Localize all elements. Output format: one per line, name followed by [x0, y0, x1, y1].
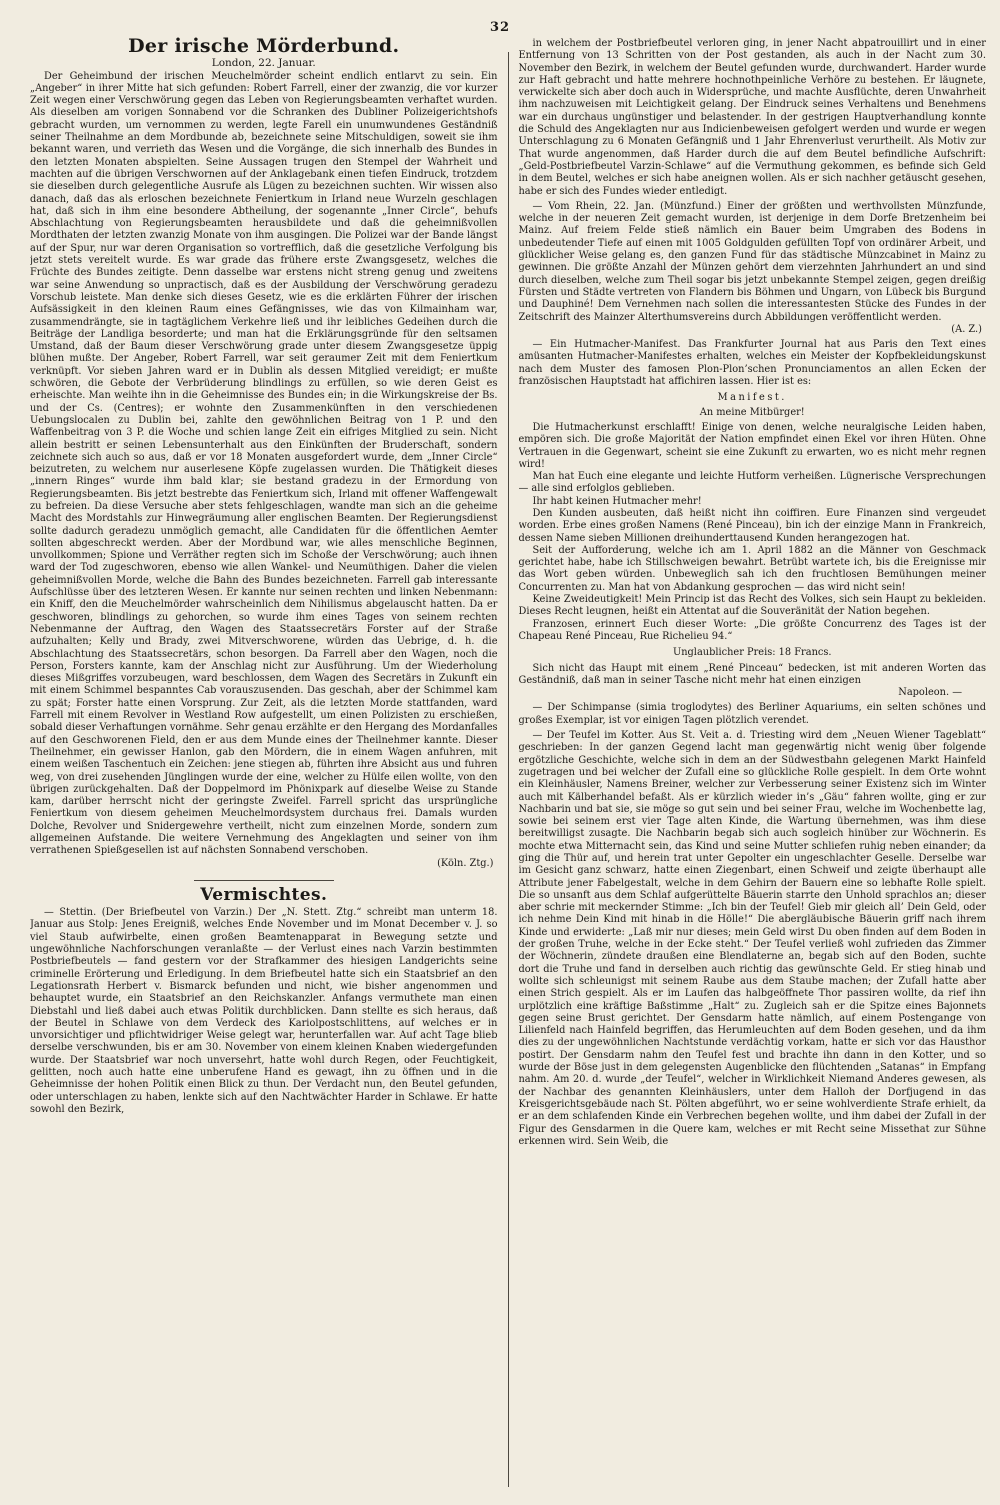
manifest-paragraph: Ihr habt keinen Hutmacher mehr! [532, 495, 702, 507]
manifest-paragraph: Man hat Euch eine elegante und leichte Hutform verheißen. Lügnerische Versprechungen — alle sind erfolglos geblieben. [518, 471, 986, 495]
manifest-closing: Sich nicht das Haupt mit einem „René Pinceau“ bedecken, ist mit anderen Worten das Geständniß, daß man in seiner Tasche nicht mehr hat einen einzigen [518, 662, 986, 686]
news-item-stettin: — Stettin. (Der Briefbeutel von Varzin.) Der „N. Stett. Ztg.“ schreibt man unterm 18. Januar aus Stolp: Jenes Ereigniß, welches Ende November und im Monat December v. J. so viel Staub aufwirbelte, einen großen Beamtenapparat in Bewegung setzte und ungewöhnliche Nachforschungen veranlaßte — der Verlust eines nach Varzin bestimmten Postbriefbeutels — fand gestern vor der Strafkammer des hiesigen Landgerichts seine criminelle Erörterung und Erledigung. In dem Briefbeutel hatte sich ein Staatsbrief an den Legationsrath Herbert v. Bismarck befunden und nicht, wie bisher angenommen und behauptet wurde, ein Staatsbrief an den Reichskanzler. Anfangs vermuthete man einen Diebstahl und ließ dabei auch etwas Politik durchblicken. Dann stellte es sich heraus, daß der Beutel in Schlawe von dem Verdeck des Kariolpostschlittens, auf welches er in unvorsichtiger und pflichtwidriger Weise gelegt war, herunterfallen war. Auf acht Tage blieb derselbe verschwunden, bis er am 30. November von einem kleinen Knaben wiedergefunden wurde. Der Staatsbrief war noch unversehrt, hatte wohl durch Regen, oder Feuchtigkeit, gelitten, noch auch hatte eine unberufene Hand es gewagt, ihn zu öffnen und in die Geheimnisse der hohen Politik einen Blick zu thun. Der Verdacht nun, den Beutel gefunden, oder unterschlagen zu haben, lenkte sich auf den Nachtwächter Harder in Schlawe. Er hatte sowohl den Bezirk, [30, 907, 498, 1115]
manifest-salutation: An meine Mitbürger! [699, 406, 805, 418]
article-headline: Der irische Mörderbund. [128, 35, 400, 57]
manifest-paragraph: Die Hutmacherkunst erschlafft! Einige von denen, welche neuralgische Leiden haben, empören sich. Die große Majorität der Nation empfindet einen Ekel vor ihren Hüten. Ohne Vertrauen in die Gegenwart, scheint sie eine Zukunft zu erwarten, wo es nicht mehr regnen wird! [518, 421, 986, 470]
manifest-paragraph: Franzosen, erinnert Euch dieser Worte: „Die größte Concurrenz des Tages ist der Chapeau René Pinceau, Rue Richelieu 94.“ [518, 618, 986, 642]
section-heading: Vermischtes. [200, 884, 328, 905]
page-number: 32 [489, 20, 511, 35]
column-divider [508, 52, 509, 1487]
section-divider [194, 880, 334, 881]
manifest-paragraph: Keine Zweideutigkeit! Mein Princip ist das Recht des Volkes, sich sein Haupt zu bekleiden. Dieses Recht leugnen, heißt ein Attentat auf die Souveränität der Nation begehen. [518, 594, 986, 618]
news-item-schimpanse: — Der Schimpanse (simia troglodytes) des Berliner Aquariums, ein selten schönes und großes Exemplar, ist vor einigen Tagen plötzlich verendet. [518, 702, 986, 726]
columns [30, 22, 986, 1487]
news-item-muenzfund: — Vom Rhein, 22. Jan. (Münzfund.) Einer der größten und werthvollsten Münzfunde, welche in der neueren Zeit gemacht wurden, ist derjenige in dem Dorfe Bretzenheim bei Mainz. Auf freiem Felde stieß nämlich ein Bauer beim Umgraben des Bodens in unbedeutender Tiefe auf einen mit 1005 Goldgulden gefüllten Topf von ordinärer Arbeit, und glücklicher Weise gelang es, den ganzen Fund für das städtische Münzcabinet in Mainz zu gewinnen. Die größte Anzahl der Münzen gehört dem vierzehnten Jahrhundert an und sind durch dieselben, welche zum Theil sogar bis jetzt unbekannte Stempel zeigen, gegen dreißig Fürsten und Städte vertreten von Flandern bis Böhmen und Ungarn, von Lübeck bis Burgund und Dauphiné! Dem Vernehmen nach sollen die interessantesten Stücke des Fundes in der Zeitschrift des Mainzer Alterthumsvereins durch Abbildungen veröffentlicht werden. [518, 200, 986, 323]
news-item-hutmacher: — Ein Hutmacher-Manifest. Das Frankfurter Journal hat aus Paris den Text eines amüsanten Hutmacher-Manifestes erhalten, welches ein Meister der Kopfbekleidungskunst nach dem Muster des famosen Plon-Plon’schen Pronunciamentos an allen Ecken der französischen Hauptstadt hat affichiren lassen. Hier ist es: [518, 339, 986, 388]
article-dateline: London, 22. Januar. [211, 57, 316, 70]
left-column [30, 22, 498, 1487]
news-item-teufel: — Der Teufel im Kotter. Aus St. Veit a. d. Triesting wird dem „Neuen Wiener Tageblatt“ geschrieben: In der ganzen Gegend lacht man gegenwärtig nicht wenig über folgende ergötzliche Geschichte, welche sich in dem an der Südwestbahn gelegenen Markt Hainfeld zugetragen und bei welcher der Zufall eine so glückliche Rolle gespielt. In dem Orte wohnt ein Kleinhäusler, Namens Breiner, welcher zur Verbesserung seiner Existenz sich im Winter auch mit Kälberhandel befaßt. Als er kürzlich wieder in’s „Gäu“ fahren wollte, ging er zur Nachbarin und bat sie, sie möge so gut sein und bei seiner Frau, welche im Wochenbette lag, sowie bei seinem erst vier Tage alten Kinde, die Wartung übernehmen, was ihm diese bereitwilligst zusagte. Die Nachbarin begab sich auch sogleich hinüber zur Wöchnerin. Es mochte etwa Mitternacht sein, das Kind und seine Mutter schliefen ruhig neben einander; da ging die Thür auf, und herein trat unter Gepolter ein ungeschlachter Geselle. Derselbe war im Gesicht ganz schwarz, hatte einen Ziegenbart, einen Schweif und zeigte überhaupt alle Attribute jener Fabelgestalt, welche in dem Gehirn der Bauern eine so lebhafte Rolle spielt. Die so unsanft aus dem Schlaf aufgerüttelte Bäuerin starrte den Unhold sprachlos an; dieser aber schrie mit meckernder Stimme: „Ich bin der Teufel! Gieb mir gleich all’ Dein Geld, oder ich nehme Dein Kind mit hinab in die Hölle!“ Die abergläubische Bäuerin griff nach ihrem Kinde und erwiderte: „Laß mir nur dieses; mein Geld wirst Du oben finden auf dem Boden in der großen Truhe, welche in der Ecke steht.“ Der Teufel verließ wohl zufrieden das Zimmer der Wöchnerin, zündete draußen eine Blendlaterne an, begab sich auf den Boden, suchte dort die Truhe und fand in derselben auch richtig das gewünschte Geld. Er stieg hinab und wollte sich schleunigst mit seinem Raube aus dem Staube machen; der Zufall hatte aber einen Strich gespielt. Als er im Laufen das halbgeöffnete Thor passiren wollte, da rief ihn urplötzlich eine kräftige Baßstimme „Halt“ zu. Zugleich sah er die Spitze eines Bajonnets gegen seine Brust gerichtet. Der Gensdarm hatte nämlich, auf einem Postengange von Lilienfeld nach Hainfeld begriffen, das Herumleuchten auf dem Boden gesehen, und da ihm dies zu der ungewöhnlichen Nachtstunde verdächtig vorkam, hatte er sich vor das Hausthor postirt. Der Gensdarm nahm den Teufel fest und brachte ihn dann in den Kotter, und so wurde der Böse just in dem gelegensten Augenblicke den flüchtenden „Satanas“ in Empfang nahm. Am 20. d. wurde „der Teufel“, welcher in Wirklichkeit Niemand Anderes gewesen, als der Nachbar des genannten Kleinhäuslers, unter dem Halloh der Dorfjugend in das Kreisgerichtsgebäude nach St. Pölten abgeführt, wo er seine wohlverdiente Strafe erhielt, da er an dem schlafenden Kinde ein Verbrechen begehen wollte, und ihm dabei der Zufall in der Figur des Gensdarmen in die Quere kam, welches er mit Recht seine Missethat zur Sühne erkennen wird. Sein Weib, die [518, 730, 986, 1147]
manifest-title: Manifest. [717, 392, 787, 404]
article-body: Der Geheimbund der irischen Meuchelmörder scheint endlich entlarvt zu sein. Ein „Angeber“ in ihrer Mitte hat sich gefunden: Robert Farrell, einer der zwanzig, die vor kurzer Zeit wegen einer Verschwörung gegen das Leben von Regierungsbeamten verhaftet wurden. Als dieselben am vorigen Sonnabend vor die Schranken des Dubliner Polizeigerichtshofs gebracht wurden, um vernommen zu werden, legte Farell ein unumwundenes Geständniß seiner Theilnahme an dem Mordbunde ab, bezeichnete seine Mitschuldigen, soweit sie ihm bekannt waren, und verrieth das Wesen und die Vorgänge, die sich innerhalb des Bundes in den letzten Monaten abspielten. Seine Aussagen trugen den Stempel der Wahrheit und machten auf die übrigen Verschwornen auf der Anklagebank einen tiefen Eindruck, trotzdem sie dieselben durch gelegentliche Ausrufe als Lügen zu bezeichnen suchten. Wir wissen also danach, daß das als erloschen bezeichnete Feniertkum in Irland neue Wurzeln geschlagen hat, daß sich in ihm eine besondere Abtheilung, der sogenannte „Inner Circle“, behufs Abschlachtung von Regierungsbeamten herausbildete und daß die geheimnißvollen Mordthaten der letzten zwanzig Monate von ihm ausgingen. Die Polizei war der Bande längst auf der Spur, nur war deren Organisation so vortrefflich, daß die gesetzliche Verfolgung bis jetzt stets vereitelt wurde. Es war grade das frühere erste Zwangsgesetz, welches die Früchte des Bundes zeitigte. Denn dasselbe war erstens nicht streng genug und zweitens war seine Anwendung so unpractisch, daß es der Ausbildung der Verschwörung geradezu Vorschub leistete. Man denke sich dieses Gesetz, wie es die erklärten Führer der irischen Aufsässigkeit in den kleinen Raum eines Gefängnisses, wie das von Kilmainham war, zusammendrängte, sie in tagtäglichem Verkehre ließ und ihr leibliches Gedeihen durch die Beiträge der Landliga besorderte; und man hat die Erklärungsgründe für den seltsamen Umstand, daß der Baum dieser Verschwörung grade unter diesem Zwangsgesetze üppig blühen mußte. Der Angeber, Robert Farrell, war seit geraumer Zeit mit dem Feniertkum verknüpft. Vor sieben Jahren ward er in Dublin als dessen Mitglied vereidigt; er mußte schwören, die Gebote der Verbrüderung blindlings zu erfüllen, so wie deren Geist es erheischte. Man weihte ihn in die Geheimnisse des Bundes ein; in die Wirkungskreise der Bs. und der Cs. (Centres); er wohnte den Zusammenkünften in den verschiedenen Uebungslocalen zu Dublin bei, zahlte den gewöhnlichen Beitrag von 1 P. und den Waffenbeitrag von 3 P. die Woche und schien lange Zeit ein eifriges Mitglied zu sein. Nicht allein bestritt er seinen Lebensunterhalt aus den Einkünften der Bruderschaft, sondern zeichnete sich auch so aus, daß er vor 18 Monaten ausgefordert wurde, dem „Inner Circle“ beizutreten, zu welchem nur auserlesene Köpfe zugelassen wurden. Die Thätigkeit dieses „innern Ringes“ wurde ihm bald klar; sie bestand gradezu in der Ermordung von Regierungsbeamten. Bis jetzt bestrebte das Feniertkum sich, Irland mit offener Waffengewalt zu befreien. Da diese Versuche aber stets fehlgeschlagen, wandte man sich an die geheime Macht des Mordstahls zur Hinwegräumung aller englischen Beamten. Der Regierungsdienst sollte dadurch geradezu unmöglich gemacht, alle Candidaten für die öffentlichen Aemter sollten abgeschreckt werden. Aber der Mordbund war, wie alles menschliche Beginnen, unvollkommen; Spione und Verräther regten sich im Schoße der Verschwörung; auch ihnen ward der Tod zugeschworen, ebenso wie allen Wankel- und Neumüthigen. Daher die vielen geheimnißvollen Morde, welche die Bahn des Bundes bezeichneten. Farrell gab interessante Aufschlüsse über des letzteren Wesen. Er kannte nur seinen rechten und linken Nebenmann: ein Kniff, den die Meuchelmörder wahrscheinlich dem Nihilismus abgelauscht hatten. Da er geschworen, blindlings zu gehorchen, so wurde ihm eines Tages von seinem rechten Nebenmanne der Auftrag, den Wagen des Staatssecretärs Forster auf der Straße aufzuhalten; Kelly und Brady, zwei Mitverschworene, würden das Uebrige, d. h. die Abschlachtung des Staatssecretärs, schon besorgen. Da Farrell aber den Wagen, noch die Person, Forsters kannte, kam der Anschlag nicht zur Ausführung. Um der Wiederholung dieses Mißgriffes vorzubeugen, ward beschlossen, dem Wagen des Secretärs in Zukunft ein mit einem Schimmel bespanntes Cab vorauszusenden. Das geschah, aber der Schimmel kam zu spät; Forster hatte einen Vorsprung. Zur Zeit, als die letzten Morde stattfanden, ward Farrell mit einem Revolver in Westland Row aufgestellt, um einen Polizisten zu erschießen, sobald dieser Verhaftungen vornähme. Sehr genau erzählte er den Hergang des Mordanfalles auf den Geschworenen Field, den er aus dem Munde eines der Theilnehmer kannte. Dieser Theilnehmer, ein gewisser Hanlon, gab den Mördern, die in einem Wagen anfuhren, mit einem weißen Taschentuch ein Zeichen: jene stiegen ab, führten ihre Absicht aus und fuhren weg, von drei zusehenden Jünglingen wurde der eine, welcher zu Hülfe eilen wollte, von den übrigen zurückgehalten. Daß der Doppelmord im Phönixpark auf dieselbe Weise zu Stande kam, darüber herrscht nicht der geringste Zweifel. Farrell spricht das ursprüngliche Feniertkum von diesem geheimen Meuchelmordsystem durchaus frei. Damals wurden Dolche, Revolver und Snidergewehre vertheilt, nicht zum einzelnen Morde, sondern zum allgemeinen Aufstande. Die weitere Vernehmung des Angeklagten und seiner von ihm verrathenen Spießgesellen ist auf nächsten Sonnabend verschoben. [30, 70, 498, 857]
news-item-signature: (A. Z.) [951, 323, 982, 335]
right-column [519, 22, 987, 1487]
manifest-signoff: Napoleon. — [898, 687, 962, 699]
manifest-paragraph: Den Kunden ausbeuten, daß heißt nicht ihn coiffiren. Eure Finanzen sind vergeudet worden. Erbe eines großen Namens (René Pinceau), bin ich der einzige Mann in Frankreich, dessen Name sieben Millionen dreihunderttausend Kunden herangezogen hat. [518, 507, 986, 544]
manifest-paragraph: Seit der Aufforderung, welche ich am 1. April 1882 an die Männer von Geschmack gerichtet habe, habe ich Stillschweigen bewahrt. Betrübt wartete ich, bis die Ereignisse mir das Wort geben würden. Unbeweglich sah ich den fruchtlosen Bemühungen meiner Concurrenten zu. Man hat von Abdankung gesprochen — das wird nicht sein! [518, 544, 986, 593]
article-source: (Köln. Ztg.) [437, 857, 494, 869]
news-item-stettin-continued: in welchem der Postbriefbeutel verloren ging, in jener Nacht abpatrouillirt und in einer Entfernung von 13 Schritten von der Post gestanden, als auch in der Nacht zum 30. November den Bezirk, in welchem der Beutel gefunden wurde, durchwandert. Harder wurde zur Haft gebracht und hatte mehrere hochnothpeinliche Verhöre zu bestehen. Er läugnete, verwickelte sich aber doch auch in Widersprüche, und machte Ausflüchte, deren Unwahrheit ihm nachzuweisen mit Leichtigkeit gelang. Der Eindruck seines Verhaltens und Benehmens war ein durchaus ungünstiger und belastender. In der gestrigen Hauptverhandlung konnte die Schuld des Angeklagten nur aus Indicienbeweisen gefolgert werden und wurde er wegen Unterschlagung zu 6 Monaten Gefängniß und 1 Jahr Ehrenverlust verurtheilt. Als Motiv zur That wurde angenommen, daß Harder durch die auf dem Beutel befindliche Aufschrift: „Geld-Postbriefbeutel Varzin-Schlawe“ auf die Vermuthung gekommen, es befinde sich Geld in dem Beutel, welches er sich habe aneignen wollen. Als er sich nachher getäuscht gesehen, habe er sich des Fundes wieder entledigt. [518, 38, 986, 197]
manifest-price: Unglaublicher Preis: 18 Francs. [672, 647, 832, 659]
